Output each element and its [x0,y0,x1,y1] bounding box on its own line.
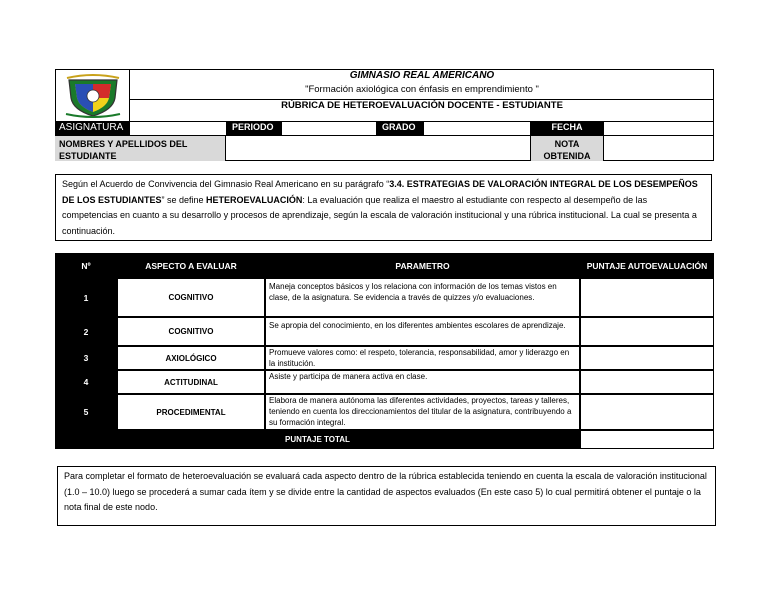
row-5-parametro: Elabora de manera autónoma las diferentes actividades, proyectos, tareas y talleres, teniendo en cuenta los direccionamientos del titular de la asignatura, contribuyendo a su formación integral. [265,394,580,430]
row-2-number: 2 [55,317,117,346]
nombres-field[interactable] [226,135,530,161]
row-1-number: 1 [55,278,117,317]
footer-paragraph [57,466,716,526]
row-3-number: 3 [55,346,117,370]
asignatura-label: ASIGNATURA [55,121,130,135]
nota-label: NOTA OBTENIDA [530,135,604,161]
row-1-parametro: Maneja conceptos básicos y los relaciona con información de los temas vistos en clase, de la asignatura. Se evidencia a través de quizzes y/o evaluaciones. [265,278,580,317]
periodo-field[interactable] [282,121,376,135]
nombres-label: NOMBRES Y APELLIDOS DEL ESTUDIANTE [55,135,226,161]
grado-field[interactable] [424,121,530,135]
row-5-aspecto: PROCEDIMENTAL [117,394,265,430]
col-header-puntaje: PUNTAJE AUTOEVALUACIÓN [580,253,714,278]
intro-paragraph [55,174,712,241]
intro-text-3: : La evaluación que realiza el maestro al estudiante con respecto al desempeño de las competencias en cuanto a su desarrollo y procesos de aprendizaje, según la escala de valoración institucional y una rúbrica institucional. La cual se presenta a continuación. [62,194,697,236]
row-4-parametro: Asiste y participa de manera activa en clase. [265,370,580,394]
intro-bold-2: HETEROEVALUACIÓN [206,194,303,205]
col-header-parametro: PARAMETRO [265,253,580,278]
school-name: GIMNASIO REAL AMERICANO [349,70,495,81]
footer-text: Para completar el formato de heteroevaluación se evaluará cada aspecto dentro de la rúbrica establecida teniendo en cuenta la escala de valoración institucional (1.0 – 10.0) luego se procederá a sumar cada ítem y se divide entre la cantidad de aspectos evaluados (En este caso 5) lo cual permitirá obtener el puntaje o la nota final de este nodo. [64,471,707,512]
periodo-label: PERIODO [226,121,282,135]
col-header-aspecto: ASPECTO A EVALUAR [117,253,265,278]
rubric-title-row [130,99,714,121]
logo-cell [55,69,130,121]
row-2-aspecto: COGNITIVO [117,317,265,346]
motto-row [130,84,714,99]
school-motto: "Formación axiológica con énfasis en emprendimiento " [305,84,539,95]
rubric-table [55,253,714,449]
row-2-puntaje[interactable] [580,317,714,346]
total-field[interactable] [580,430,714,449]
nota-field[interactable] [604,135,714,161]
row-4-aspecto: ACTITUDINAL [117,370,265,394]
row-4-puntaje[interactable] [580,370,714,394]
row-1-puntaje[interactable] [580,278,714,317]
fecha-field[interactable] [604,121,714,135]
col-header-n: Nº [55,253,117,278]
rubric-title: RÚBRICA DE HETEROEVALUACIÓN DOCENTE - ESTUDIANTE [281,100,563,111]
row-3-puntaje[interactable] [580,346,714,370]
total-label: PUNTAJE TOTAL [55,430,580,449]
row-5-puntaje[interactable] [580,394,714,430]
grado-label: GRADO [376,121,424,135]
school-crest-icon [65,74,121,118]
row-3-parametro: Promueve valores como: el respeto, tolerancia, responsabilidad, amor y liderazgo en la institución. [265,346,580,370]
row-5-number: 5 [55,394,117,430]
fecha-label: FECHA [530,121,604,135]
asignatura-field[interactable] [130,121,226,135]
intro-bold-1: 3.4. ESTRATEGIAS DE VALORACIÓN INTEGRAL DE LOS DESEMPEÑOS DE LOS ESTUDIANTES [62,179,698,205]
row-3-aspecto: AXIOLÓGICO [117,346,265,370]
row-2-parametro: Se apropia del conocimiento, en los diferentes ambientes escolares de aprendizaje. [265,317,580,346]
row-1-aspecto: COGNITIVO [117,278,265,317]
school-name-row [130,69,714,84]
intro-text-2: ” se define [161,194,207,205]
intro-text-1: Según el Acuerdo de Convivencia del Gimnasio Real Americano en su parágrafo “ [62,179,390,189]
row-4-number: 4 [55,370,117,394]
